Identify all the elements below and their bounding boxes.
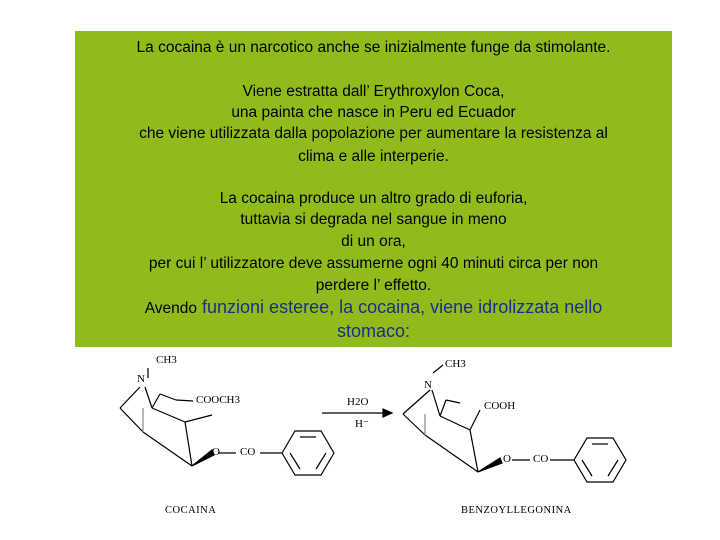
text-line-5: clima e alle interperie. — [298, 148, 449, 165]
reagent-water: H2O — [347, 396, 369, 408]
cocaine-methyl-label: CH3 — [156, 354, 177, 366]
cocaine-ester-label: COOCH3 — [196, 394, 241, 406]
cocaine-oxygen-label: O — [212, 446, 220, 458]
benzoylecgonine-methyl-label: CH3 — [445, 358, 466, 370]
text-line-9: per cui l’ utilizzatore deve assumerne ogni 40 minuti circa per non — [148, 255, 599, 272]
text-line-4: che viene utilizzata dalla popolazione per aumentare la resistenza al — [139, 125, 608, 142]
reaction-arrow — [322, 409, 392, 417]
benzoylecgonine-carbonyl-label: CO — [533, 453, 549, 465]
cocaine-structure — [120, 368, 334, 475]
text-line-6: La cocaina produce un altro grado di euforia, — [219, 190, 528, 207]
text-line-1: La cocaina è un narcotico anche se inizialmente funge da stimolante. — [136, 39, 611, 56]
benzoylecgonine-structure — [403, 365, 626, 482]
text-line-8: di un ora, — [341, 233, 406, 250]
text-line-10: perdere l’ effetto. — [315, 277, 432, 294]
reagent-hydride: H⁻ — [355, 418, 369, 430]
benzoylecgonine-nitrogen-label: N — [424, 379, 432, 391]
text-line-12-blue: stomaco: — [336, 321, 411, 341]
text-line-11-blue: funzioni esteree, la cocaina, viene idrolizzata nello — [197, 297, 603, 317]
cocaine-nitrogen-label: N — [137, 373, 145, 385]
text-line-11-prefix: Avendo — [144, 300, 198, 317]
text-line-7: tuttavia si degrada nel sangue in meno — [240, 211, 507, 228]
benzoylecgonine-oxygen-label: O — [503, 453, 511, 465]
text-line-2: Viene estratta dall’ Erythroxylon Coca, — [242, 83, 505, 100]
text-line-3: una painta che nasce in Peru ed Ecuador — [231, 104, 516, 121]
benzoylecgonine-acid-label: COOH — [484, 400, 516, 412]
cocaine-carbonyl-label: CO — [240, 446, 256, 458]
cocaine-name: COCAINA — [165, 505, 217, 516]
benzoylecgonine-name: BENZOYLLEGONINA — [461, 505, 572, 516]
